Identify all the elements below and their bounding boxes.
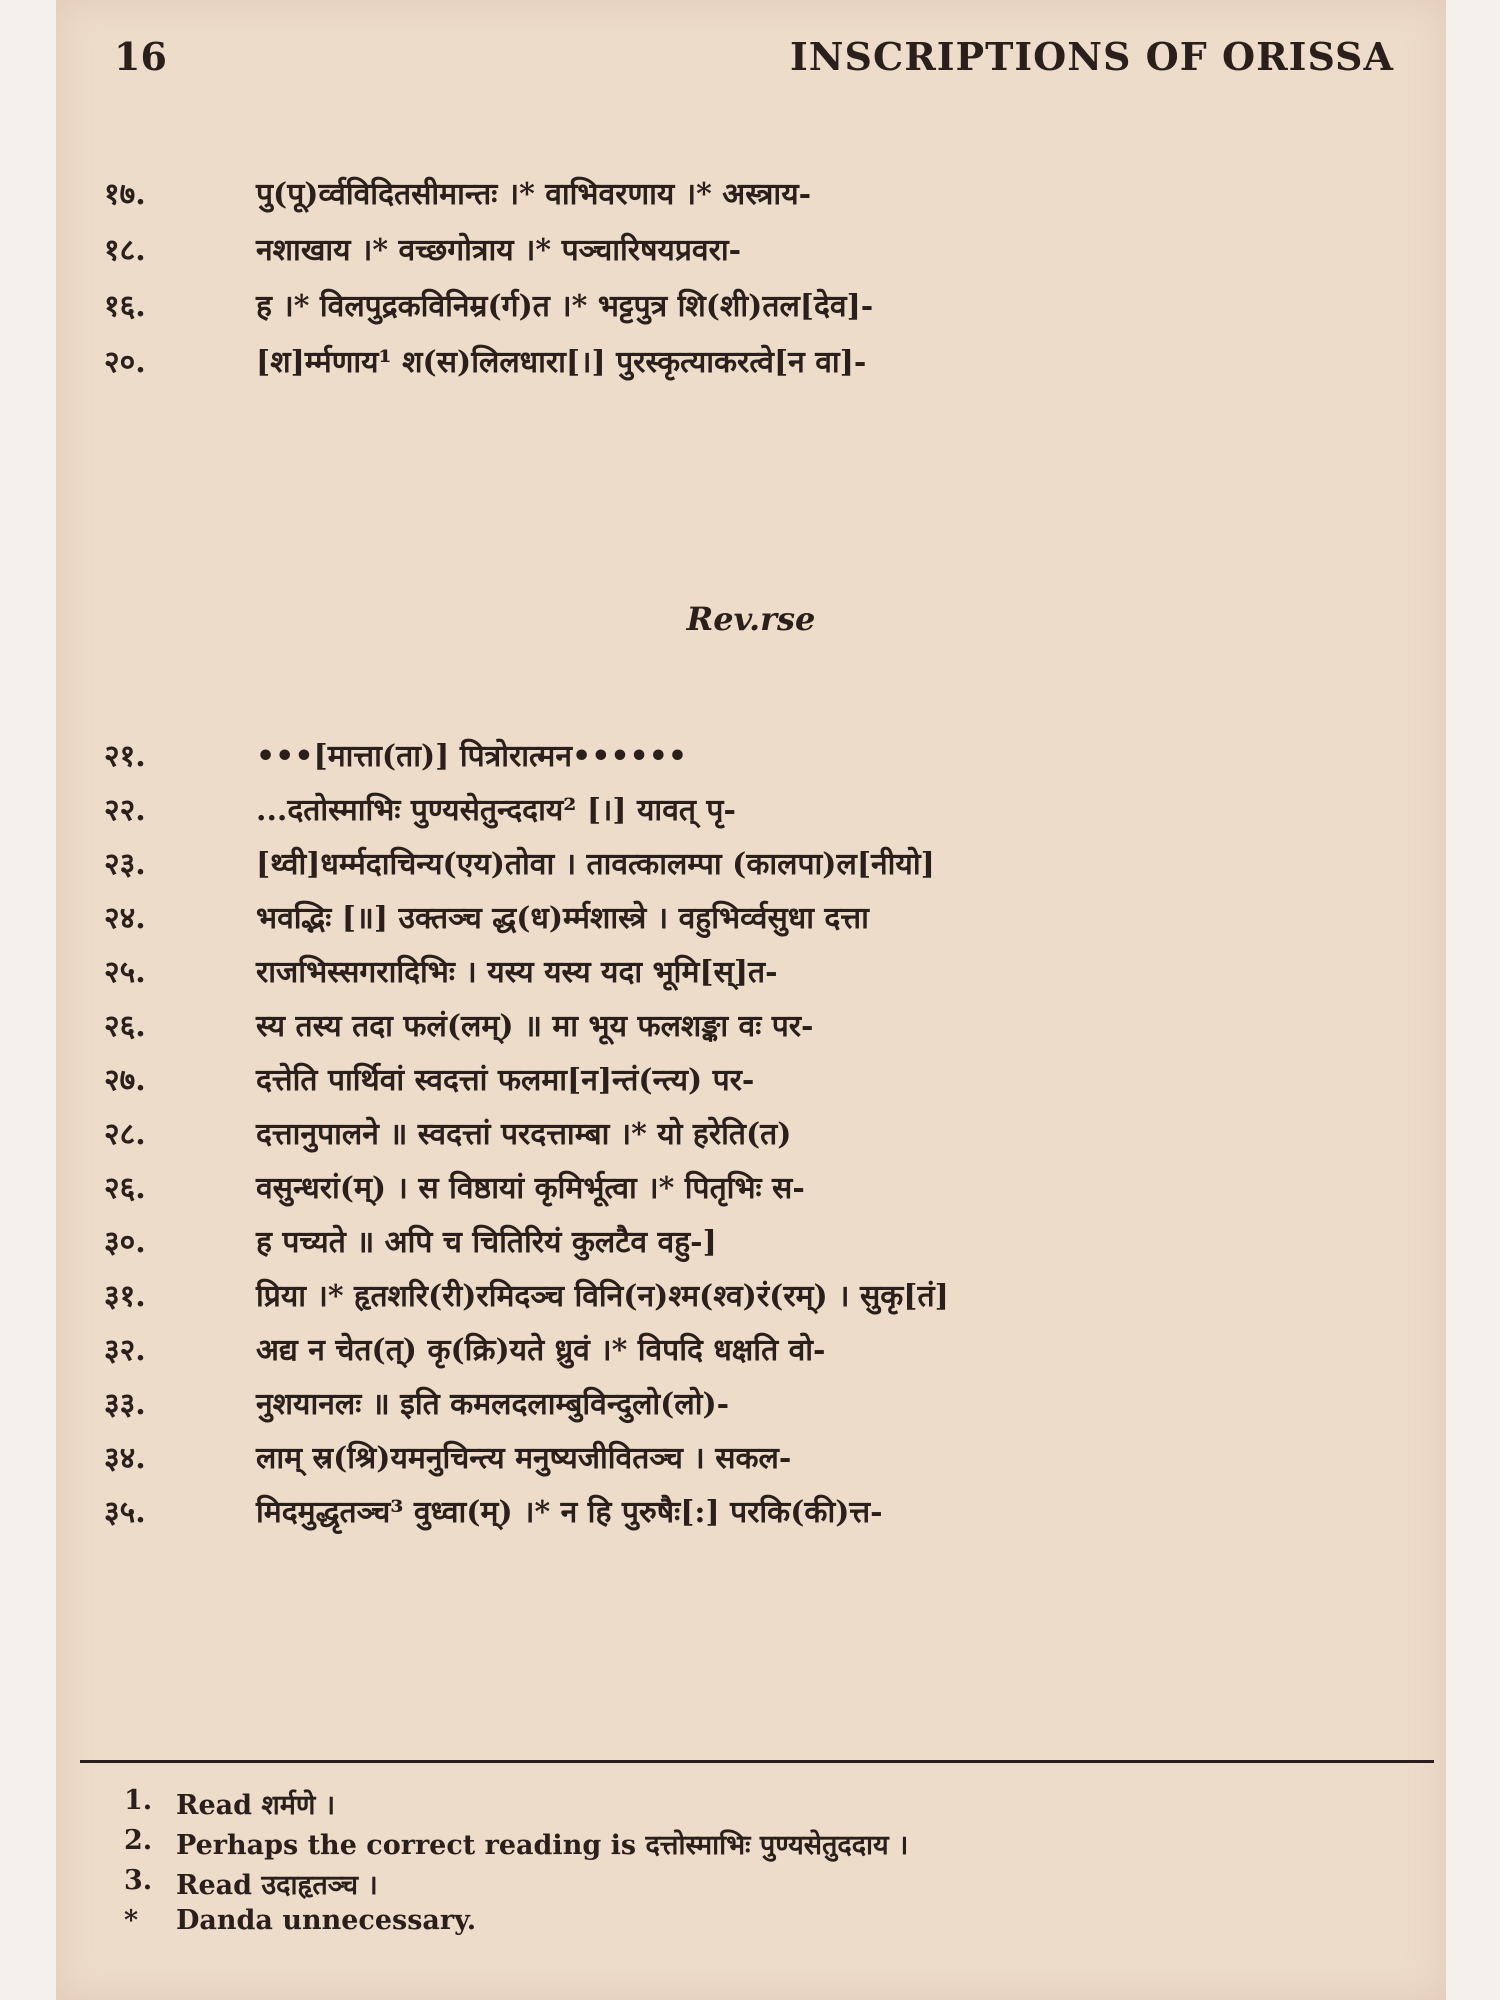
inscription-line bbox=[104, 1054, 1406, 1108]
footnote-text: Perhaps the correct reading is दत्तोस्माभिः पुण्यसेतुददाय । bbox=[176, 1830, 909, 1861]
line-number: २६. bbox=[104, 1009, 146, 1044]
line-number: ३५. bbox=[104, 1495, 146, 1530]
inscription-line bbox=[104, 1324, 1406, 1378]
line-text: पु(पू)र्व्वविदितसीमान्तः ।* वाभिवरणाय ।* अस्त्राय- bbox=[256, 177, 812, 212]
inscription-line bbox=[104, 168, 1406, 224]
line-number: ३२. bbox=[104, 1333, 146, 1368]
running-title: INSCRIPTIONS OF ORISSA bbox=[790, 34, 1394, 79]
line-text: दत्तेति पार्थिवां स्वदत्तां फलमा[न]न्तं(न्त्य) पर- bbox=[256, 1063, 755, 1098]
line-text: ह पच्यते ॥ अपि च चितिरियं कुलटैव वहु-] bbox=[256, 1225, 717, 1260]
line-number: २७. bbox=[104, 1063, 146, 1098]
line-number: ३४. bbox=[104, 1441, 146, 1476]
line-number: २८. bbox=[104, 1117, 146, 1152]
footnote bbox=[124, 1785, 1406, 1825]
inscription-line bbox=[104, 838, 1406, 892]
inscription-line bbox=[104, 1108, 1406, 1162]
footnote-marker: * bbox=[124, 1905, 139, 1936]
inscription-line bbox=[104, 336, 1406, 392]
footnote bbox=[124, 1825, 1406, 1865]
inscription-line bbox=[104, 1000, 1406, 1054]
footnotes bbox=[124, 1785, 1406, 1945]
footnote-text: Read उदाहृतञ्च । bbox=[176, 1870, 378, 1901]
line-number: २३. bbox=[104, 847, 146, 882]
line-number: २६. bbox=[104, 1171, 146, 1206]
line-number: ३०. bbox=[104, 1225, 146, 1260]
inscription-line bbox=[104, 1486, 1406, 1540]
line-number: ३३. bbox=[104, 1387, 146, 1422]
line-text: भवद्भिः [॥] उक्तञ्च द्ध(ध)र्म्मशास्त्रे । वहुभिर्व्वसुधा दत्ता bbox=[256, 901, 869, 936]
obverse-text-block bbox=[104, 168, 1406, 392]
line-number: १७. bbox=[104, 177, 146, 212]
line-text: •••[मात्ता(ता)] पित्रोरात्मन•••••• bbox=[256, 739, 688, 774]
line-text: अद्य न चेत(त्) कृ(क्रि)यते ध्रुवं ।* विपदि धक्षति वो- bbox=[256, 1333, 826, 1368]
inscription-line bbox=[104, 892, 1406, 946]
line-number: २०. bbox=[104, 345, 146, 380]
footnote-text: Danda unnecessary. bbox=[176, 1905, 477, 1936]
inscription-line bbox=[104, 1432, 1406, 1486]
line-number: २१. bbox=[104, 739, 146, 774]
inscription-line bbox=[104, 1378, 1406, 1432]
inscription-line bbox=[104, 1270, 1406, 1324]
inscription-line bbox=[104, 224, 1406, 280]
line-text: राजभिस्सगरादिभिः । यस्य यस्य यदा भूमि[स्]त- bbox=[256, 955, 778, 990]
line-number: १६. bbox=[104, 289, 146, 324]
line-text: दत्तानुपालने ॥ स्वदत्तां परदत्ताम्बा ।* यो हरेति(त) bbox=[256, 1117, 792, 1152]
line-text: ह ।* विलपुद्रकविनिम्र(र्ग)त ।* भट्टपुत्र शि(शी)तल[देव]- bbox=[256, 289, 874, 324]
footnote-marker: 3. bbox=[124, 1865, 153, 1896]
line-number: १८. bbox=[104, 233, 146, 268]
line-text: ...दतोस्माभिः पुण्यसेतुन्ददाय² [।] यावत् पृ- bbox=[256, 793, 736, 828]
line-text: वसुन्धरां(म्) । स विष्ठायां कृमिर्भूत्वा ।* पितृभिः स- bbox=[256, 1171, 805, 1206]
line-text: [श]र्म्मणाय¹ श(स)लिलधारा[।] पुरस्कृत्याकरत्वे[न वा]- bbox=[256, 345, 867, 380]
footnote-divider bbox=[80, 1760, 1434, 1763]
inscription-line bbox=[104, 1216, 1406, 1270]
line-text: प्रिया ।* हृतशरि(री)रमिदञ्च विनि(न)श्म(श्व)रं(रम्) । सुकृ[तं] bbox=[256, 1279, 949, 1314]
footnote-text: Read शर्मणे । bbox=[176, 1790, 336, 1821]
book-page bbox=[56, 0, 1446, 2000]
footnote bbox=[124, 1905, 1406, 1945]
footnote-marker: 2. bbox=[124, 1825, 153, 1856]
inscription-line bbox=[104, 1162, 1406, 1216]
line-text: मिदमुद्धृतञ्च³ वुध्वा(म्) ।* न हि पुरुषैः[:] परकि(की)त्त- bbox=[256, 1495, 883, 1530]
line-text: [थ्वी]धर्म्मदाचिन्य(एय)तोवा । तावत्कालम्पा (कालपा)ल[नीयो] bbox=[256, 847, 935, 882]
inscription-line bbox=[104, 280, 1406, 336]
page-header bbox=[114, 34, 1394, 94]
page-number: 16 bbox=[114, 34, 167, 79]
inscription-line bbox=[104, 946, 1406, 1000]
inscription-line bbox=[104, 784, 1406, 838]
section-heading-reverse: Rev.rse bbox=[686, 600, 816, 638]
reverse-text-block bbox=[104, 730, 1406, 1540]
line-number: ३१. bbox=[104, 1279, 146, 1314]
footnote-marker: 1. bbox=[124, 1785, 153, 1816]
line-number: २५. bbox=[104, 955, 146, 990]
footnote bbox=[124, 1865, 1406, 1905]
line-number: २२. bbox=[104, 793, 146, 828]
inscription-line bbox=[104, 730, 1406, 784]
line-text: नुशयानलः ॥ इति कमलदलाम्बुविन्दुलो(लो)- bbox=[256, 1387, 730, 1422]
line-text: स्य तस्य तदा फलं(लम्) ॥ मा भूय फलशङ्का वः पर- bbox=[256, 1009, 814, 1044]
line-number: २४. bbox=[104, 901, 146, 936]
line-text: नशाखाय ।* वच्छगोत्राय ।* पञ्चारिषयप्रवरा- bbox=[256, 233, 742, 268]
line-text: लाम् स्र(श्रि)यमनुचिन्त्य मनुष्यजीवितञ्च । सकल- bbox=[256, 1441, 792, 1476]
